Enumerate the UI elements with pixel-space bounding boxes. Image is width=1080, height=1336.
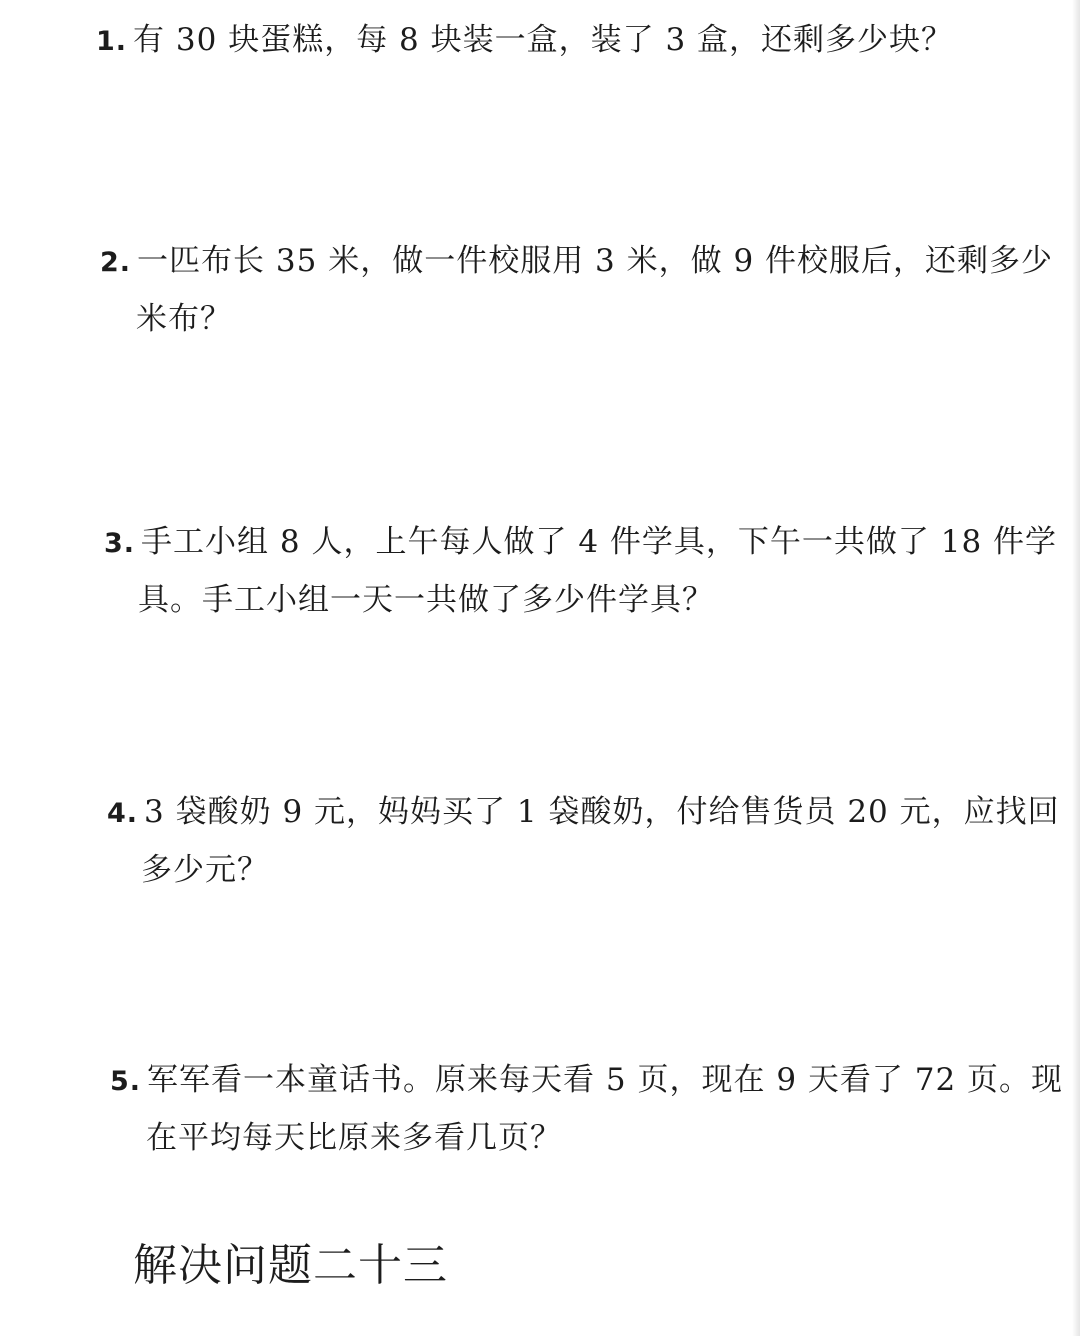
problem-number: 2. bbox=[100, 247, 132, 278]
problem-text-continued: 具。手工小组一天一共做了多少件学具？ bbox=[138, 582, 714, 618]
problem-2 bbox=[100, 233, 1053, 347]
problem-number: 3. bbox=[104, 528, 136, 559]
problem-text: 3 袋酸奶 9 元，妈妈买了 1 袋酸奶，付给售货员 20 元，应找回 bbox=[144, 794, 1060, 830]
problem-text-continued: 米布？ bbox=[136, 301, 232, 337]
problem-text-continued: 在平均每天比原来多看几页？ bbox=[146, 1120, 562, 1156]
problem-5 bbox=[110, 1052, 1063, 1166]
problem-text: 一匹布长 35 米，做一件校服用 3 米，做 9 件校服后，还剩多少 bbox=[137, 243, 1054, 279]
problem-4 bbox=[107, 784, 1060, 898]
problem-text: 手工小组 8 人，上午每人做了 4 件学具，下午一共做了 18 件学 bbox=[141, 524, 1058, 560]
page-edge-shadow bbox=[1072, 0, 1080, 1336]
problem-text: 军军看一本童话书。原来每天看 5 页，现在 9 天看了 72 页。现 bbox=[147, 1062, 1064, 1098]
problem-3 bbox=[104, 514, 1057, 628]
problem-number: 4. bbox=[107, 798, 139, 829]
problem-1 bbox=[96, 12, 953, 70]
problem-number: 1. bbox=[96, 26, 128, 57]
problem-text-continued: 多少元？ bbox=[141, 852, 269, 888]
problem-text: 有 30 块蛋糕，每 8 块装一盒，装了 3 盒，还剩多少块？ bbox=[133, 22, 954, 58]
problem-number: 5. bbox=[110, 1066, 142, 1097]
section-title: 解决问题二十三 bbox=[133, 1240, 448, 1291]
